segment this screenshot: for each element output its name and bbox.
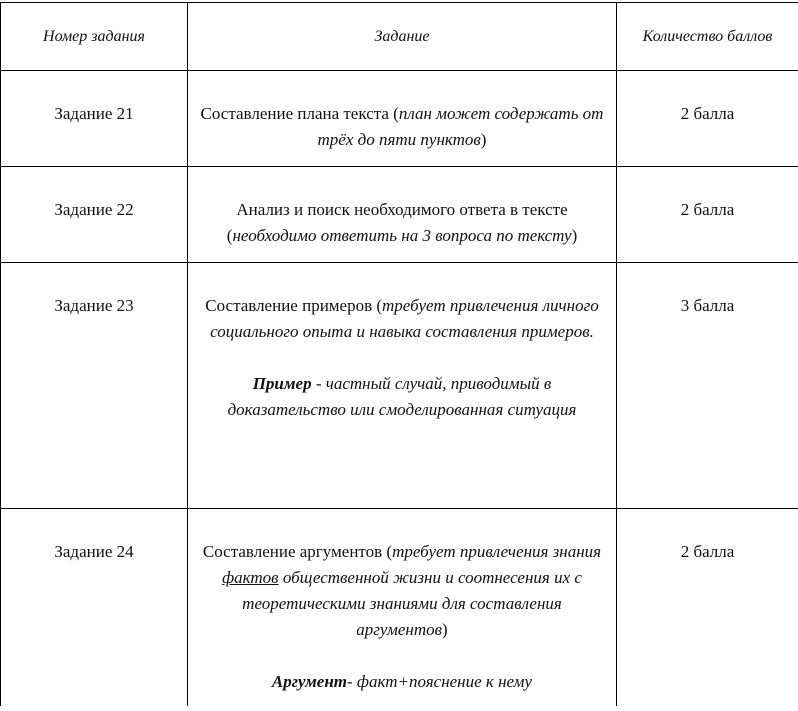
task-points: 2 балла [680,542,735,561]
task-points: 2 балла [680,200,735,219]
header-points: Количество баллов [617,3,798,71]
task-main-text: Составление примеров ( [205,296,383,315]
header-row [1,3,798,71]
row-number-cell [1,509,188,707]
table-row [1,509,798,707]
task-italic-text: требует привлечения знания [392,542,602,561]
task-italic-text: план может содержать от трёх до пяти пунктов [317,104,604,149]
row-points-cell [617,71,798,167]
task-italic-text-continued: общественной жизни и соотнесения их с теоретическими знаниями для составления аргументов [242,568,582,639]
task-close-paren: ) [480,130,487,149]
row-task-cell [188,71,617,167]
table-row [1,167,798,263]
row-task-cell [188,167,617,263]
task-description [188,263,616,423]
task-number: Задание 24 [54,542,134,561]
task-main-text: Анализ и поиск необходимого ответа в тексте ( [226,200,568,245]
task-points: 3 балла [680,296,735,315]
task-description [188,71,616,153]
task-main-text: Составление плана текста ( [200,104,399,123]
task-number: Задание 22 [54,200,134,219]
task-close-paren: ) [442,620,448,639]
task-italic-text: требует привлечения личного социального опыта и навыка составления примеров. [210,296,599,341]
scoring-table [0,2,798,706]
row-points-cell [617,167,798,263]
paragraph-gap [196,345,608,371]
definition-term: Пример [252,374,312,393]
header-task: Задание [188,3,617,71]
row-points-cell [617,509,798,707]
row-points-cell [617,263,798,509]
task-main-text: Составление аргументов ( [202,542,393,561]
definition-text: - факт+пояснение к нему [347,672,533,691]
task-description [188,509,616,695]
table-row [1,71,798,167]
row-task-cell [188,263,617,509]
row-number-cell [1,263,188,509]
definition-text: - частный случай, приводимый в доказательство или смоделированная ситуация [227,374,577,419]
paragraph-gap [196,643,608,669]
row-task-cell [188,509,617,707]
header-number: Номер задания [1,3,188,71]
task-points: 2 балла [680,104,735,123]
row-number-cell [1,71,188,167]
table-row [1,263,798,509]
task-number: Задание 23 [54,296,134,315]
underlined-word: фактов [222,568,279,587]
task-description [188,167,616,249]
row-number-cell [1,167,188,263]
task-italic-text: необходимо ответить на 3 вопроса по тексту [232,226,572,245]
task-number: Задание 21 [54,104,134,123]
task-close-paren: ) [571,226,578,245]
definition-term: Аргумент [271,672,348,691]
